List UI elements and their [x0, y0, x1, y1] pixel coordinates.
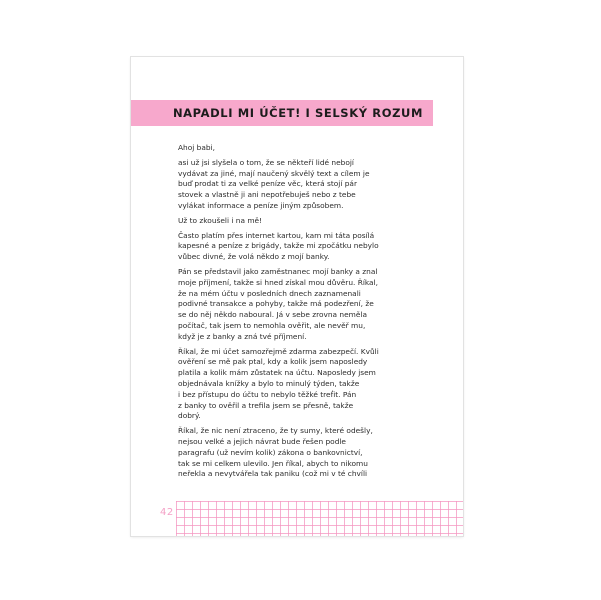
paragraph [178, 347, 440, 423]
text-line: když je z banky a zná tvé příjmení. [178, 331, 307, 341]
text-line: vylákat informace a peníze jiným způsobem. [178, 200, 344, 210]
text-line: buď prodat ti za velké peníze věc, která stojí pár [178, 179, 357, 189]
page-number: 42 [160, 507, 174, 518]
book-page [131, 57, 463, 536]
text-line: Pán se představil jako zaměstnanec mojí banky a znal [178, 266, 378, 276]
text-line: i bez přístupu do účtu to nebylo těžké tref́it. Pán [178, 389, 357, 399]
text-line: dobrý. [178, 411, 201, 421]
text-line: Říkal, že nic není ztraceno, že ty sumy, které odešly, [178, 426, 373, 436]
text-line: Často platím přes internet kartou, kam mi táta posílá [178, 230, 375, 240]
text-line: Ahoj babi, [178, 143, 215, 152]
text-line: Už to zkoušeli i na mě! [178, 215, 263, 225]
text-line: objednávala knížky a bylo to minulý týden, takže [178, 378, 360, 388]
grid-pattern [176, 501, 463, 536]
paragraph [178, 267, 440, 343]
text-line: Říkal, že mi účet samozřejmě zdarma zabezpečí. Kvůli [178, 346, 379, 356]
paragraph [178, 426, 440, 480]
paragraph [178, 143, 440, 154]
text-line: neřekla a nevytvářela tak paniku (což mi v té chvíli [178, 469, 368, 479]
paragraph [178, 216, 440, 227]
text-line: tak se mi celkem ulevilo. Jen říkal, abych to nikomu [178, 458, 368, 468]
letter-body [178, 143, 440, 484]
text-line: z banky to ověřil a trefila jsem se přesně, takže [178, 400, 354, 410]
text-line: stovek a vlastně ji ani nepotřebuješ nebo z tebe [178, 190, 356, 200]
text-line: platila a kolik mám zůstatek na účtu. Naposledy jsem [178, 368, 376, 378]
text-line: ověření se mě pak ptal, kdy a kolik jsem naposledy [178, 357, 368, 367]
text-line: moje příjmení, takže si hned získal mou důvěru. Říkal, [178, 277, 378, 287]
chapter-title: NAPADLI MI ÚČET! I SELSKÝ ROZUM [172, 106, 423, 120]
text-line: paragrafu (už nevím kolik) zákona o bankovnictví, [178, 447, 363, 457]
chapter-banner [131, 100, 433, 126]
text-line: vydávat za jiné, mají naučený skvělý text a cílem je [178, 168, 370, 178]
text-line: podivné transakce a pohyby, takže má podezření, že [178, 299, 374, 309]
text-line: nejsou velké a jejich návrat bude řešen podle [178, 436, 346, 446]
text-line: že na mém účtu v posledních dnech zaznamenali [178, 288, 361, 298]
text-line: počítač, tak jsem to nemohla ověřit, ale nevěř mu, [178, 320, 366, 330]
text-line: asi už jsi slyšela o tom, že se někteří lidé nebojí [178, 157, 354, 167]
text-line: se do něj někdo naboural. Já v sebe zrovna neměla [178, 310, 367, 320]
text-line: vůbec divné, že volá někdo z mojí banky. [178, 252, 330, 262]
paragraph [178, 231, 440, 263]
text-line: kapesné a peníze z brigády, takže mi zpočátku nebylo [178, 241, 379, 251]
paragraph [178, 158, 440, 212]
